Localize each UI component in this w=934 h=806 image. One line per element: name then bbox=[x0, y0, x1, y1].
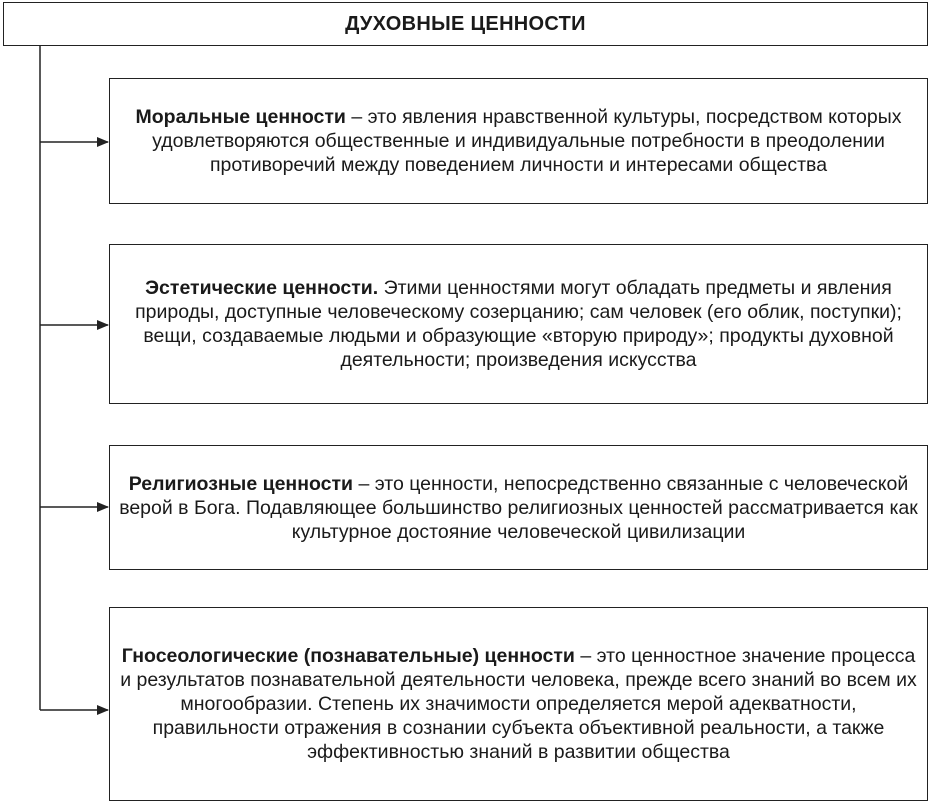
epistemological-values-text bbox=[118, 644, 919, 764]
religious-values-term: Религиозные ценности bbox=[128, 472, 354, 495]
epistemological-values-box bbox=[109, 607, 928, 801]
separator: – bbox=[353, 472, 375, 495]
moral-values-box bbox=[109, 78, 928, 204]
aesthetic-values-text bbox=[118, 276, 919, 372]
separator: – bbox=[345, 106, 368, 128]
moral-values-term: Моральные ценности bbox=[135, 106, 346, 128]
aesthetic-values-definition: Этими ценностями могут обладать предметы и явления природы, доступные человеческому созерцанию; сам человек (его облик, поступки); вещи, создаваемые людьми и образующие «вторую природу»; продукты духовной деятельности; произведения искусства bbox=[135, 277, 902, 371]
aesthetic-values-term: Эстетические ценности. bbox=[145, 277, 379, 299]
religious-values-definition: это ценности, непосредственно связанные с человеческой верой в Бога. Подавляющее большинство религиозных ценностей рассматривается как культурное достояние человеческой цивилизации bbox=[119, 472, 918, 543]
religious-values-box bbox=[109, 445, 928, 570]
aesthetic-values-box bbox=[109, 244, 928, 404]
epistemological-values-term: Гносеологические (познавательные) ценности bbox=[121, 645, 575, 667]
religious-values-text bbox=[118, 472, 919, 544]
moral-values-definition: это явления нравственной культуры, посредством которых удовлетворяются общественные и индивидуальные потребности в преодолении противоречий между поведением личности и интересами общества bbox=[152, 106, 902, 176]
separator: – bbox=[574, 645, 597, 667]
diagram-title: ДУХОВНЫЕ ЦЕННОСТИ bbox=[3, 2, 928, 46]
epistemological-values-definition: это ценностное значение процесса и результатов познавательной деятельности человека, прежде всего знаний во всем их многообразии. Степень их значимости определяется мерой адекватности, правильности отражения в сознании субъекта объективной реальности, а также эффективностью знаний в развитии общества bbox=[120, 645, 917, 763]
moral-values-text bbox=[118, 105, 919, 177]
